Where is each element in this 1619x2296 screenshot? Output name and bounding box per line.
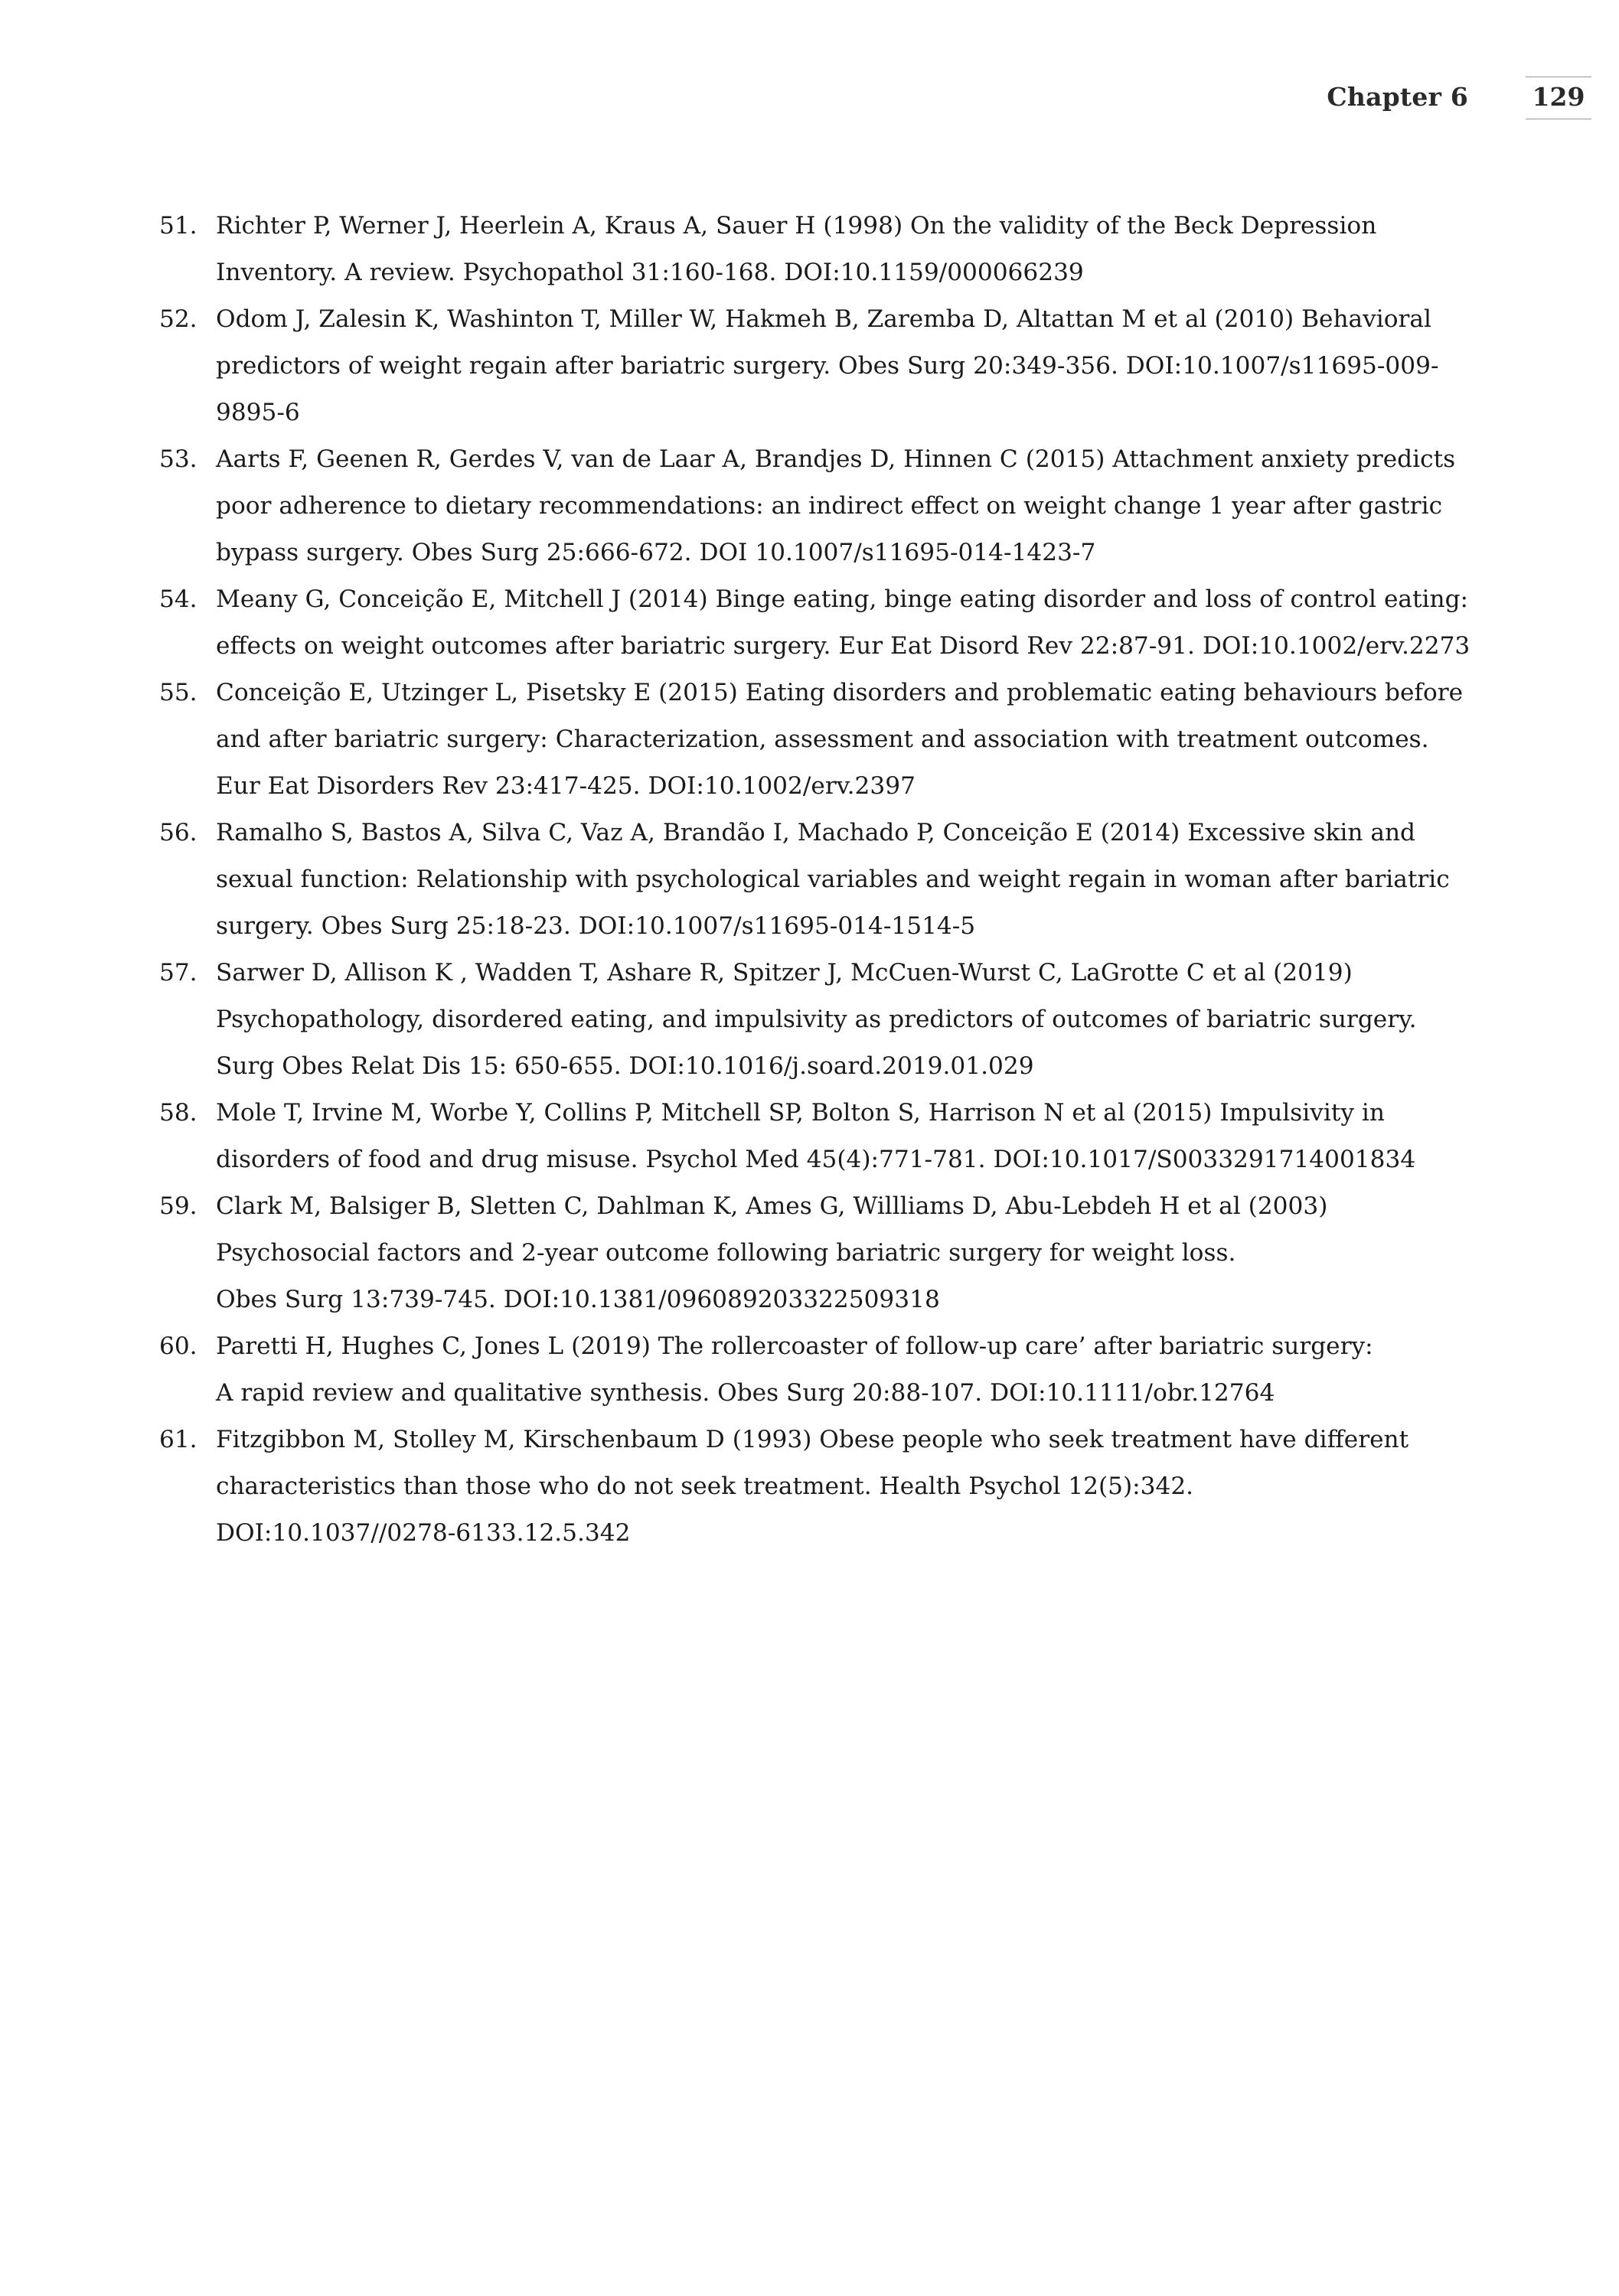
page-number: 129 [1526, 77, 1591, 116]
reference-number: 51. [159, 212, 197, 240]
reference-text: Meany G, Conceição E, Mitchell J (2014) Binge eating, binge eating disorder and loss of control eating: effects on weight outcomes after bariatric surgery. Eur Eat Disord Rev 22:87-91. DOI:10.1002/erv.2273 [216, 585, 1470, 660]
reference-number: 53. [159, 445, 197, 473]
reference-text: Ramalho S, Bastos A, Silva C, Vaz A, Brandão I, Machado P, Conceição E (2014) Excessive skin and sexual function: Relationship with psychological variables and weight regain in woman after bariatric surgery. Obes Surg 25:18-23. DOI:10.1007/s11695-014-1514-5 [216, 819, 1450, 940]
reference-text: Clark M, Balsiger B, Sletten C, Dahlman K, Ames G, Willliams D, Abu-Lebdeh H et al (2003) Psychosocial factors and 2-year outcome following bariatric surgery for weight loss. Obes Surg 13:739-745. DOI:10.1381/096089203322509318 [216, 1192, 1328, 1313]
reference-number: 52. [159, 305, 197, 333]
reference-number: 61. [159, 1426, 197, 1453]
reference-text: Mole T, Irvine M, Worbe Y, Collins P, Mitchell SP, Bolton S, Harrison N et al (2015) Impulsivity in disorders of food and drug misuse. Psychol Med 45(4):771-781. DOI:10.1017/S0033291714001834 [216, 1099, 1416, 1173]
reference-item-51 [159, 203, 1476, 296]
reference-text: Aarts F, Geenen R, Gerdes V, van de Laar A, Brandjes D, Hinnen C (2015) Attachment anxiety predicts poor adherence to dietary recommendations: an indirect effect on weight change 1 year after gastric bypass surgery. Obes Surg 25:666-672. DOI 10.1007/s11695-014-1423-7 [216, 445, 1456, 566]
reference-item-52 [159, 296, 1476, 436]
reference-item-59 [159, 1183, 1476, 1323]
reference-item-56 [159, 810, 1476, 950]
reference-text: Conceição E, Utzinger L, Pisetsky E (2015) Eating disorders and problematic eating behaviours before and after bariatric surgery: Characterization, assessment and association with treatment outcomes. Eur Eat Disorders Rev 23:417-425. DOI:10.1002/erv.2397 [216, 679, 1464, 800]
reference-list [159, 203, 1476, 1557]
chapter-label: Chapter 6 [1327, 81, 1468, 112]
reference-text: Paretti H, Hughes C, Jones L (2019) The rollercoaster of follow-up care’ after bariatric surgery: A rapid review and qualitative synthesis. Obes Surg 20:88-107. DOI:10.1111/obr.12764 [216, 1332, 1373, 1407]
reference-number: 59. [159, 1192, 197, 1220]
reference-text: Fitzgibbon M, Stolley M, Kirschenbaum D (1993) Obese people who seek treatment have different characteristics than those who do not seek treatment. Health Psychol 12(5):342. DOI:10.1037//0278-6133.12.5.342 [216, 1426, 1409, 1547]
reference-item-53 [159, 436, 1476, 576]
reference-number: 58. [159, 1099, 197, 1127]
running-header [1327, 77, 1591, 116]
reference-number: 60. [159, 1332, 197, 1360]
reference-text: Odom J, Zalesin K, Washinton T, Miller W, Hakmeh B, Zaremba D, Altattan M et al (2010) Behavioral predictors of weight regain after bariatric surgery. Obes Surg 20:349-356. DOI:10.1007/s11695-009-9895-6 [216, 305, 1439, 426]
reference-item-58 [159, 1090, 1476, 1183]
reference-item-54 [159, 576, 1476, 670]
reference-text: Sarwer D, Allison K , Wadden T, Ashare R, Spitzer J, McCuen-Wurst C, LaGrotte C et al (2019) Psychopathology, disordered eating, and impulsivity as predictors of outcomes of bariatric surgery. Surg Obes Relat Dis 15: 650-655. DOI:10.1016/j.soard.2019.01.029 [216, 959, 1417, 1080]
reference-item-61 [159, 1417, 1476, 1557]
reference-number: 56. [159, 819, 197, 846]
reference-item-55 [159, 670, 1476, 810]
reference-number: 55. [159, 679, 197, 706]
reference-item-60 [159, 1323, 1476, 1417]
reference-number: 57. [159, 959, 197, 987]
reference-number: 54. [159, 585, 197, 613]
reference-item-57 [159, 950, 1476, 1090]
reference-text: Richter P, Werner J, Heerlein A, Kraus A, Sauer H (1998) On the validity of the Beck Depression Inventory. A review. Psychopathol 31:160-168. DOI:10.1159/000066239 [216, 212, 1377, 286]
